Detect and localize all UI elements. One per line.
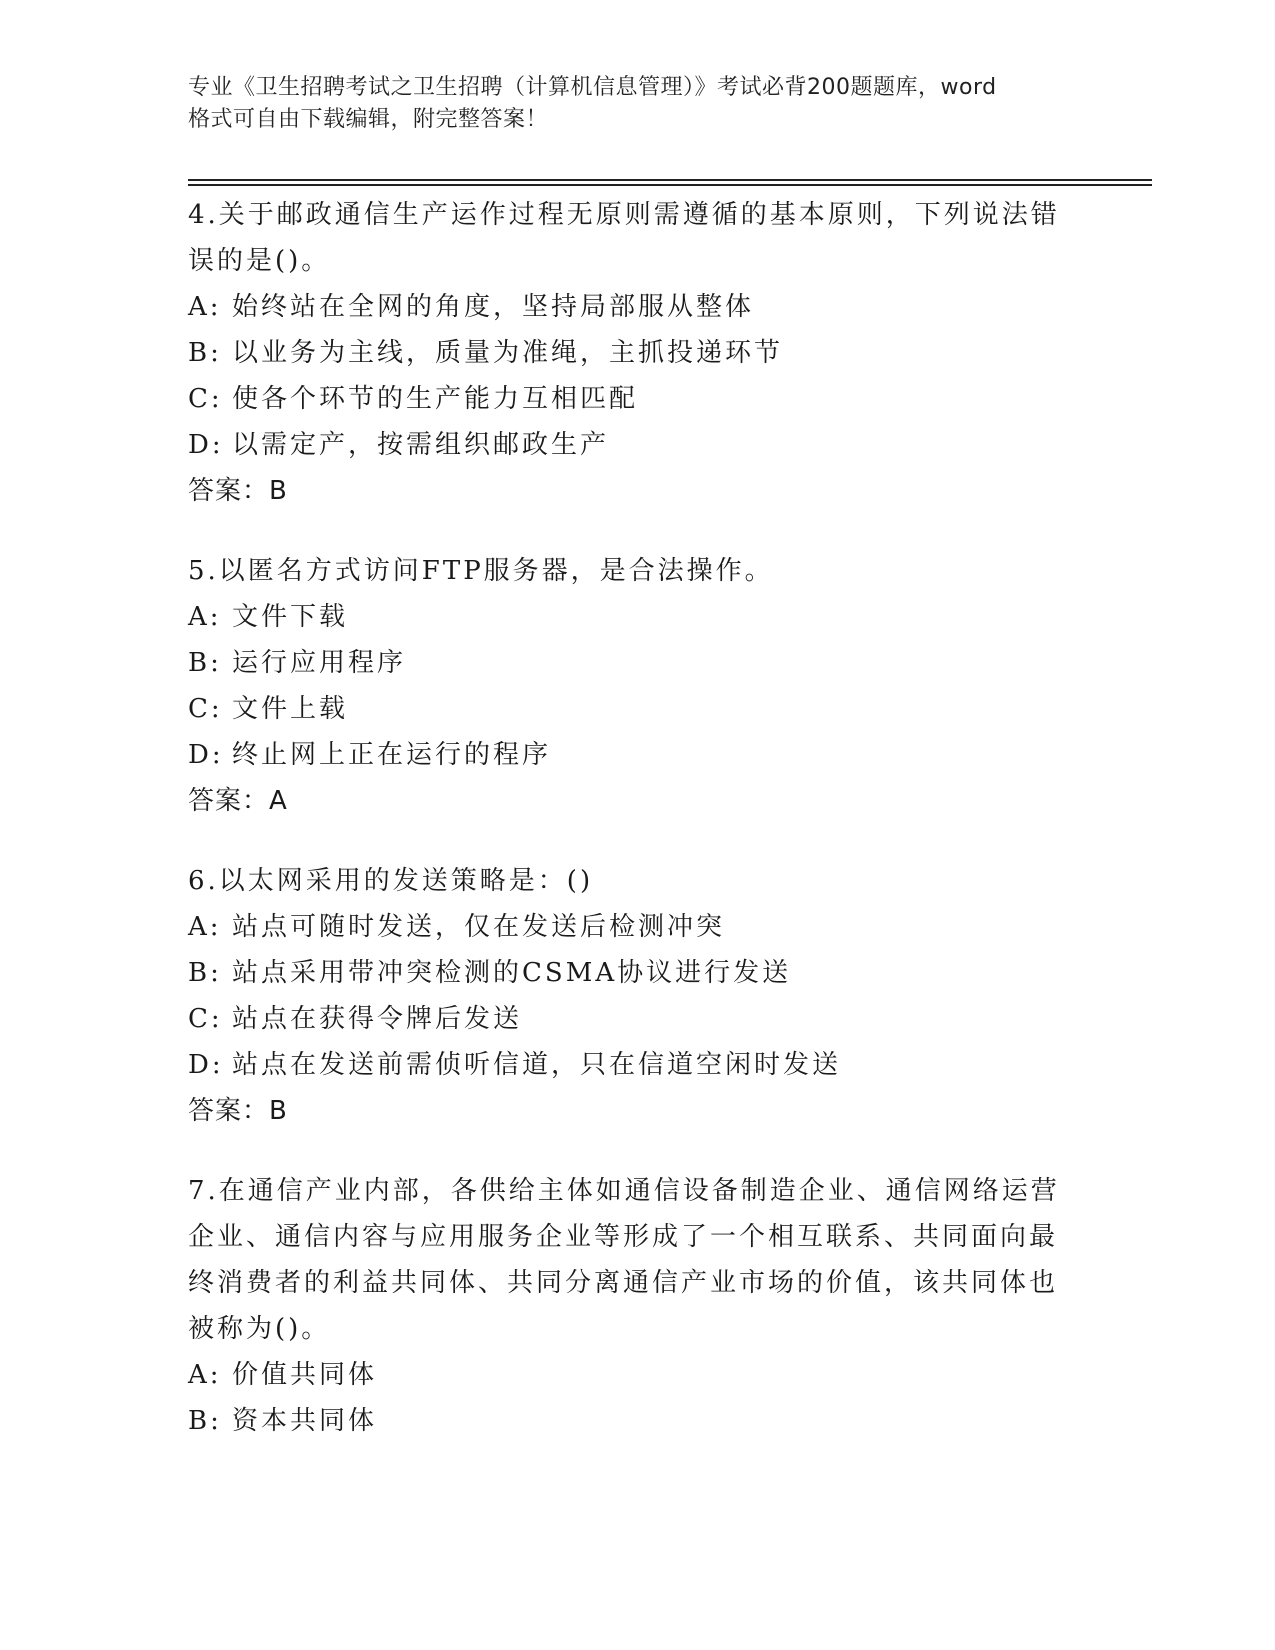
option-key: B:	[188, 648, 222, 678]
question-6	[188, 858, 1068, 1134]
option-text: 以需定产，按需组织邮政生产	[232, 430, 610, 460]
option-b	[188, 640, 1068, 686]
option-key: B:	[188, 958, 222, 988]
option-text: 运行应用程序	[232, 648, 407, 678]
option-text: 以业务为主线，质量为准绳，主抓投递环节	[232, 338, 784, 368]
question-text-line: 7.在通信产业内部，各供给主体如通信设备制造企业、通信网络运营	[188, 1176, 1060, 1206]
question-text-line: 6.以太网采用的发送策略是：()	[188, 866, 594, 896]
question-text-line: 误的是()。	[188, 246, 331, 276]
option-d	[188, 732, 1068, 778]
option-a	[188, 904, 1068, 950]
question-text	[188, 548, 1068, 594]
option-key: C:	[188, 384, 223, 414]
option-text: 终止网上正在运行的程序	[232, 740, 552, 770]
header-line-1: 专业《卫生招聘考试之卫生招聘（计算机信息管理）》考试必背200题题库，word	[188, 75, 997, 100]
option-c	[188, 686, 1068, 732]
option-text: 使各个环节的生产能力互相匹配	[232, 384, 639, 414]
option-key: C:	[188, 694, 223, 724]
option-text: 站点采用带冲突检测的CSMA协议进行发送	[232, 958, 792, 988]
question-text-line: 终消费者的利益共同体、共同分离通信产业市场的价值，该共同体也	[188, 1268, 1059, 1298]
question-4	[188, 192, 1068, 514]
question-text-line: 企业、通信内容与应用服务企业等形成了一个相互联系、共同面向最	[188, 1222, 1059, 1252]
option-b	[188, 950, 1068, 996]
question-5	[188, 548, 1068, 824]
option-key: D:	[188, 1050, 224, 1080]
option-key: B:	[188, 1406, 222, 1436]
document-header	[188, 72, 1088, 136]
option-text: 价值共同体	[232, 1360, 378, 1390]
answer: 答案：B	[188, 476, 288, 506]
question-text-line: 被称为()。	[188, 1314, 331, 1344]
option-key: A:	[188, 1360, 222, 1390]
question-text-line: 4.关于邮政通信生产运作过程无原则需遵循的基本原则，下列说法错	[188, 200, 1060, 230]
option-text: 站点可随时发送，仅在发送后检测冲突	[232, 912, 726, 942]
question-text	[188, 858, 1068, 904]
question-text	[188, 1168, 1068, 1352]
option-key: A:	[188, 602, 222, 632]
option-key: A:	[188, 292, 222, 322]
option-b	[188, 1398, 1068, 1444]
option-text: 文件上载	[232, 694, 349, 724]
option-key: B:	[188, 338, 222, 368]
option-key: D:	[188, 430, 224, 460]
option-d	[188, 1042, 1068, 1088]
option-text: 文件下载	[232, 602, 349, 632]
option-text: 站点在获得令牌后发送	[232, 1004, 523, 1034]
option-c	[188, 376, 1068, 422]
question-text	[188, 192, 1068, 284]
option-a	[188, 284, 1068, 330]
option-a	[188, 1352, 1068, 1398]
option-c	[188, 996, 1068, 1042]
option-a	[188, 594, 1068, 640]
answer: 答案：B	[188, 1096, 288, 1126]
option-key: A:	[188, 912, 222, 942]
option-text: 站点在发送前需侦听信道，只在信道空闲时发送	[232, 1050, 842, 1080]
question-7	[188, 1168, 1068, 1444]
option-b	[188, 330, 1068, 376]
question-text-line: 5.以匿名方式访问FTP服务器，是合法操作。	[188, 556, 774, 586]
header-divider-bottom	[188, 184, 1152, 186]
option-text: 资本共同体	[232, 1406, 378, 1436]
question-list	[188, 192, 1068, 1478]
option-text: 始终站在全网的角度，坚持局部服从整体	[232, 292, 755, 322]
option-d	[188, 422, 1068, 468]
header-divider-top	[188, 179, 1152, 181]
answer: 答案：A	[188, 786, 288, 816]
header-line-2: 格式可自由下载编辑，附完整答案！	[188, 107, 549, 132]
option-key: D:	[188, 740, 224, 770]
option-key: C:	[188, 1004, 223, 1034]
